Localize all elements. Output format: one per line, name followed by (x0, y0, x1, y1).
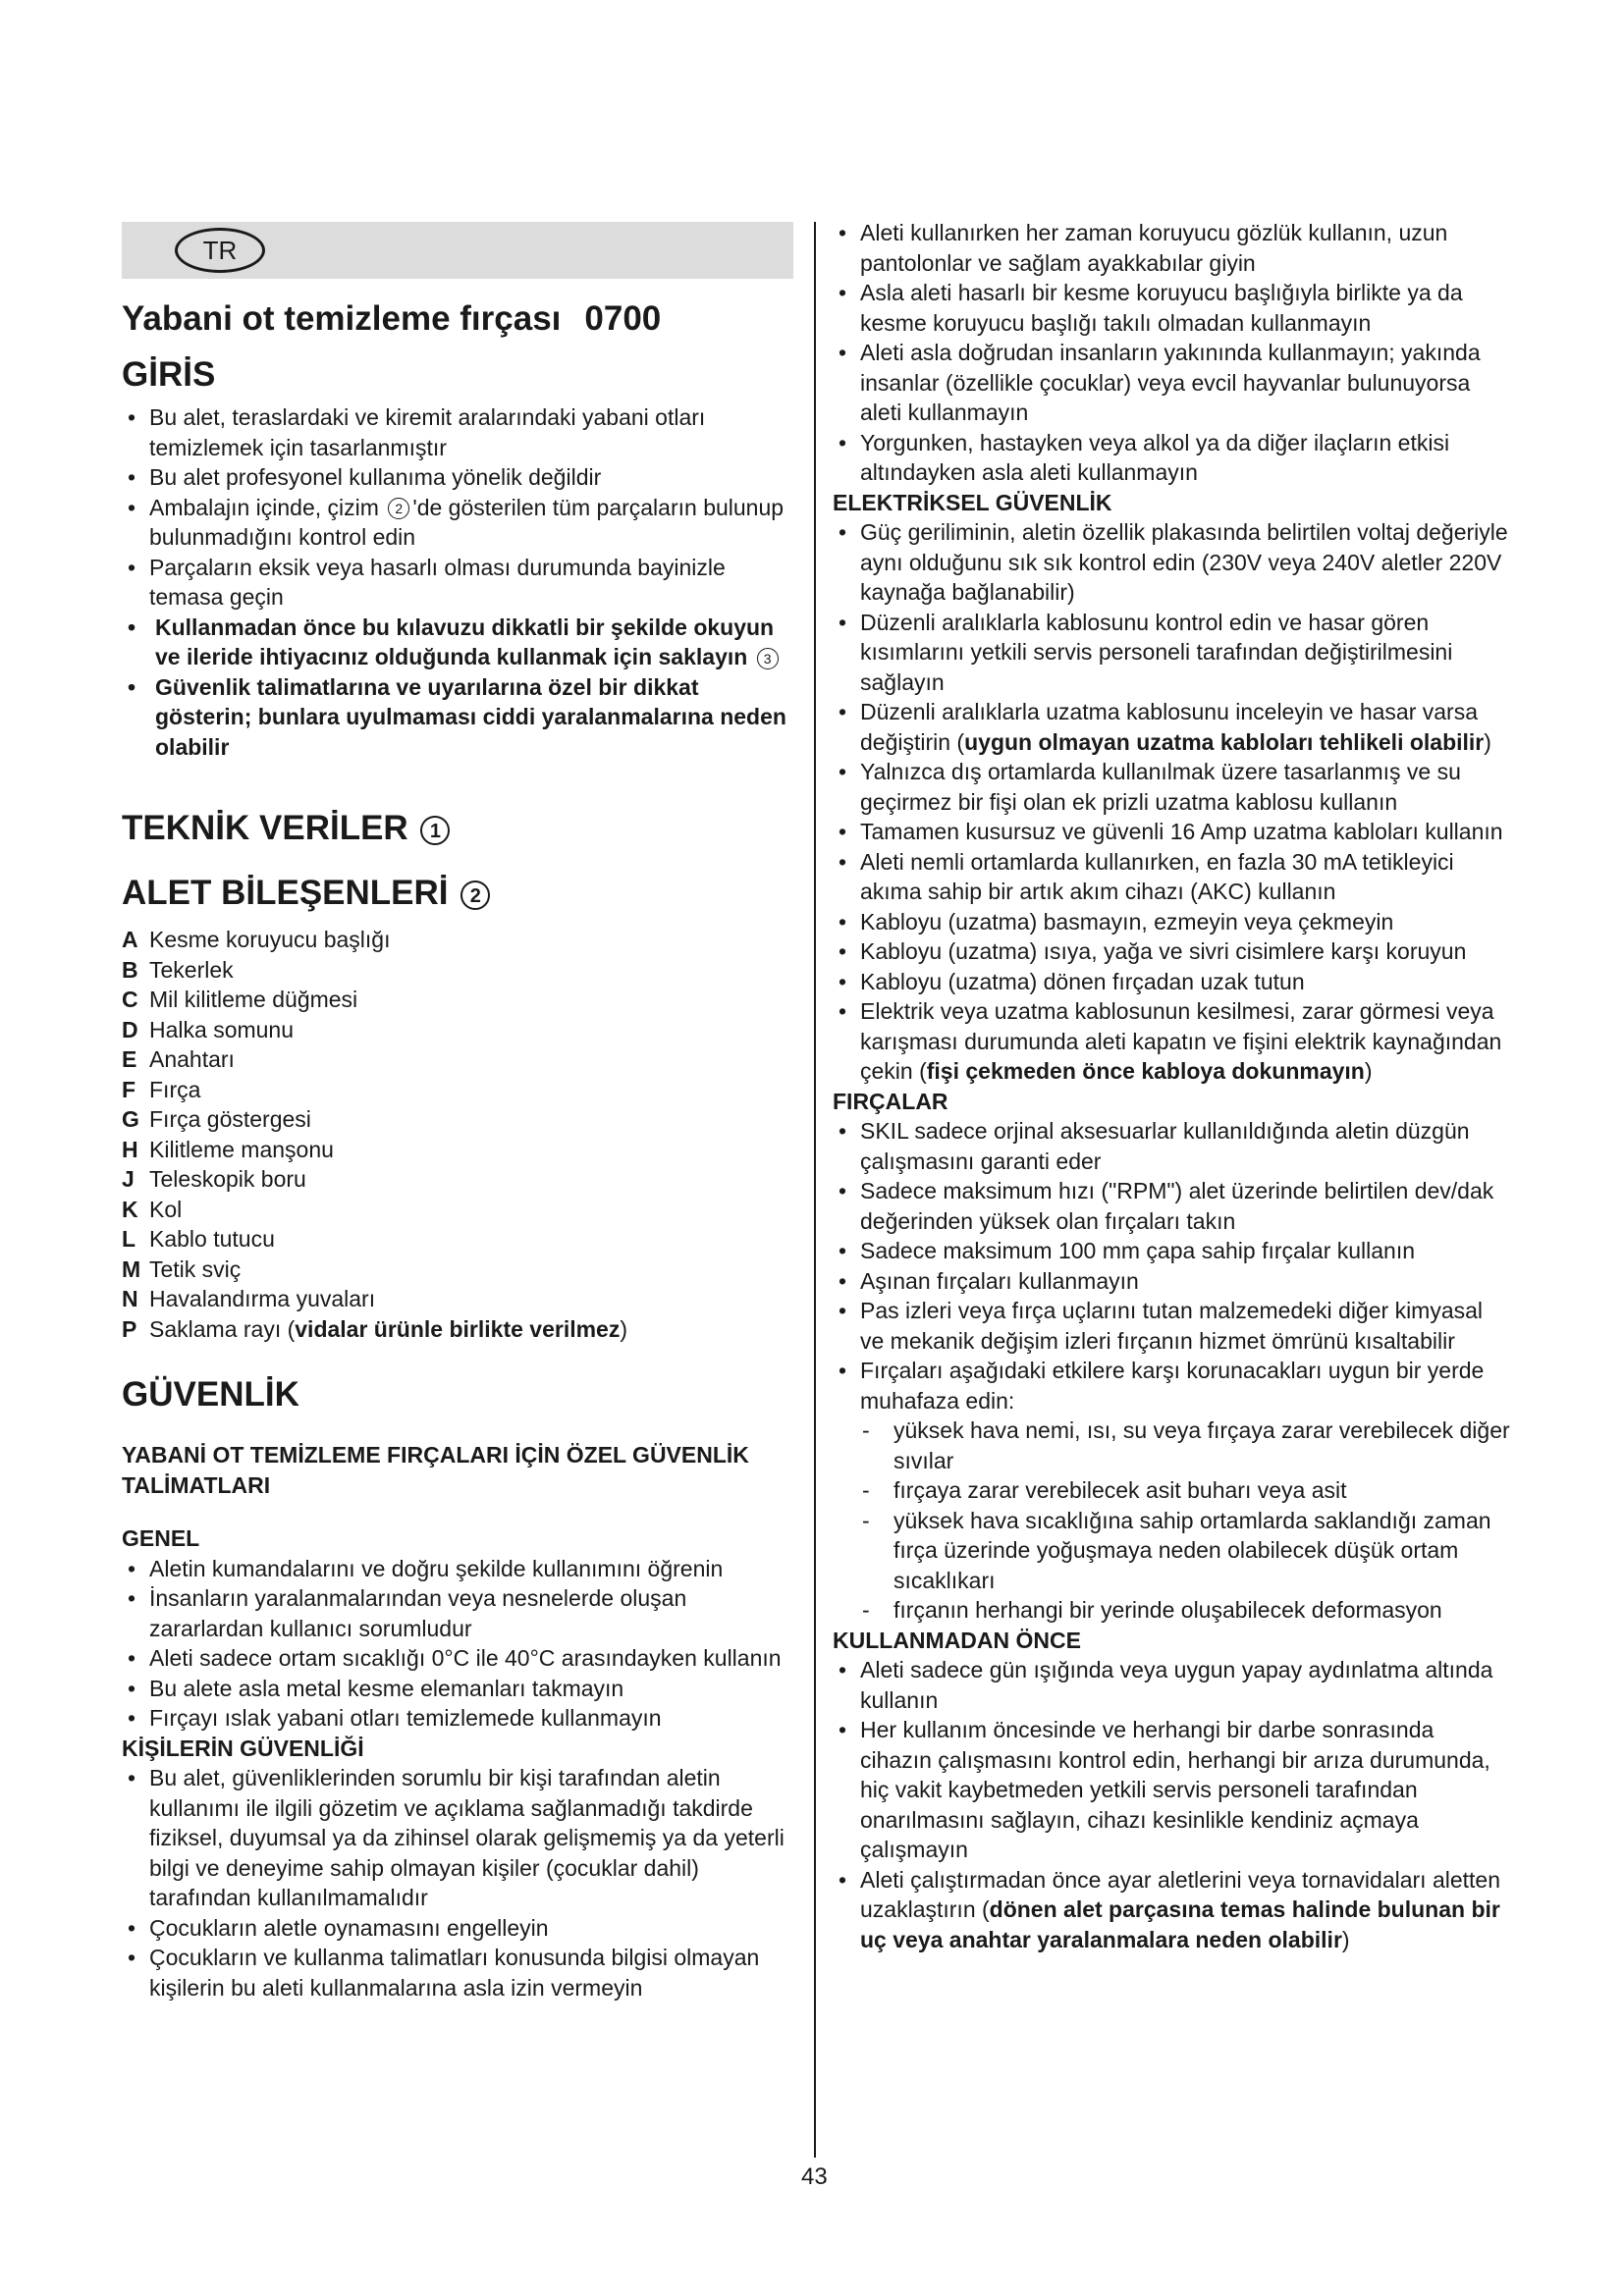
list-item: • Her kullanım öncesinde ve herhangi bir darbe sonrasında cihazın çalışmasını kontrol edin, herhangi bir arıza durumunda, hiç vakit kaybetmeden yetkili servis personeli tarafından onarılmasını sağlayın, cihazı kesinlikle kendiniz açmaya çalışmayın (833, 1715, 1510, 1865)
list-item: • Çocukların aletle oynamasını engelleyin (122, 1913, 799, 1944)
list-item: • Düzenli aralıklarla kablosunu kontrol edin ve hasar gören kısımlarını yetkili servis personeli tarafından değiştirilmesini sağlayın (833, 608, 1510, 698)
figure-ref-2: 2 (460, 881, 490, 910)
list-item: • Kabloyu (uzatma) dönen fırçadan uzak tutun (833, 967, 1510, 997)
list-item: • Aleti nemli ortamlarda kullanırken, en fazla 30 mA tetikleyici akıma sahip bir artık akım cihazı (AKC) kullanın (833, 847, 1510, 907)
tech-data-heading: TEKNİK VERİLER 1 (122, 807, 799, 850)
part-item: G Fırça göstergesi (122, 1106, 311, 1132)
list-item: • Aleti sadece gün ışığında veya uygun yapay aydınlatma altında kullanın (833, 1655, 1510, 1715)
list-item: • SKIL sadece orjinal aksesuarlar kullanıldığında aletin düzgün çalışmasını garanti eder (833, 1116, 1510, 1176)
page-number: 43 (801, 2163, 828, 2190)
list-item: • Bu alete asla metal kesme elemanları takmayın (122, 1674, 799, 1704)
parts-list (122, 925, 799, 1344)
before-use-heading: KULLANMADAN ÖNCE (833, 1627, 1081, 1653)
list-item: • Pas izleri veya fırça uçlarını tutan malzemedeki diğer kimyasal ve mekanik değişim izleri fırçanın hizmet ömrünü kısaltabilir (833, 1296, 1510, 1356)
list-item: • Kabloyu (uzatma) basmayın, ezmeyin veya çekmeyin (833, 907, 1510, 937)
list-item: • Aleti çalıştırmadan önce ayar aletlerini veya tornavidaları aletten uzaklaştırın (dönen alet parçasına temas halinde bulunan bir uç veya anahtar yaralanmalara neden olabilir) (833, 1865, 1510, 1955)
brushes-heading: FIRÇALAR (833, 1088, 948, 1114)
electrical-list (833, 517, 1510, 1087)
list-item: • Aleti sadece ortam sıcaklığı 0°C ile 40°C arasındayken kullanın (122, 1643, 799, 1674)
personal-list-right (833, 218, 1510, 488)
column-divider (814, 222, 816, 2158)
list-item: • Kullanmadan önce bu kılavuzu dikkatli bir şekilde okuyun ve ileride ihtiyacınız olduğunda kullanmak için saklayın 3 (122, 613, 799, 672)
personal-list-left (122, 1763, 799, 2002)
document-title (122, 298, 799, 340)
list-item: • Kabloyu (uzatma) ısıya, yağa ve sivri cisimlere karşı koruyun (833, 936, 1510, 967)
intro-list (122, 402, 799, 762)
part-item: L Kablo tutucu (122, 1226, 275, 1252)
before-use-list (833, 1655, 1510, 1954)
list-item: • Aleti asla doğrudan insanların yakınında kullanmayın; yakında insanlar (özellikle çocuklar) veya evcil hayvanlar bulunuyorsa aleti kullanmayın (833, 338, 1510, 428)
list-item: • Yorgunken, hastayken veya alkol ya da diğer ilaçların etkisi altındayken asla aleti kullanmayın (833, 428, 1510, 488)
language-header-bar (122, 222, 793, 279)
list-item: • Aşınan fırçaları kullanmayın (833, 1266, 1510, 1297)
part-item: B Tekerlek (122, 956, 234, 983)
list-item: • Fırçayı ıslak yabani otları temizlemede kullanmayın (122, 1703, 799, 1734)
part-item: H Kilitleme manşonu (122, 1136, 334, 1162)
list-item: • Parçaların eksik veya hasarlı olması durumunda bayinizle temasa geçin (122, 553, 799, 613)
list-item: • Güvenlik talimatlarına ve uyarılarına özel bir dikkat gösterin; bunlara uyulmaması ciddi yaralanmalarına neden olabilir (122, 672, 799, 763)
general-list (122, 1554, 799, 1734)
part-item: J Teleskopik boru (122, 1166, 306, 1192)
part-item: K Kol (122, 1196, 183, 1222)
figure-ref-3: 3 (757, 648, 779, 669)
list-item: • Bu alet profesyonel kullanıma yönelik değildir (122, 462, 799, 493)
general-heading: GENEL (122, 1525, 200, 1551)
part-item: E Anahtarı (122, 1046, 235, 1072)
list-item: • Asla aleti hasarlı bir kesme koruyucu başlığıyla birlikte ya da kesme koruyucu başlığı takılı olmadan kullanmayın (833, 278, 1510, 338)
safety-heading: GÜVENLİK (122, 1375, 299, 1414)
sub-list-item: - yüksek hava nemi, ısı, su veya fırçaya zarar verebilecek diğer sıvılar (862, 1415, 1510, 1475)
special-safety-heading: YABANİ OT TEMİZLEME FIRÇALARI İÇİN ÖZEL GÜVENLİK TALİMATLARI (122, 1442, 749, 1498)
sub-list-item: - yüksek hava sıcaklığına sahip ortamlarda saklandığı zaman fırça üzerinde yoğuşmaya neden olabilecek düşük ortam sıcaklıkarı (862, 1506, 1510, 1596)
part-item: P Saklama rayı (vidalar ürünle birlikte verilmez) (122, 1315, 628, 1342)
list-item: • Sadece maksimum hızı ("RPM") alet üzerinde belirtilen dev/dak değerinden yüksek olan fırçaları takın (833, 1176, 1510, 1236)
part-item: C Mil kilitleme düğmesi (122, 987, 358, 1012)
right-column (833, 218, 1510, 1954)
list-item: • Elektrik veya uzatma kablosunun kesilmesi, zarar görmesi veya karışması durumunda aleti kapatın ve fişini elektrik kaynağından çekin (fişi çekmeden önce kabloya dokunmayın) (833, 996, 1510, 1087)
list-item: • Bu alet, güvenliklerinden sorumlu bir kişi tarafından aletin kullanımı ile ilgili gözetim ve açıklama sağlanmadığı takdirde fiziksel, duyumsal ya da zihinsel olarak gelişmemiş ya da yeterli bilgi ve deneyime sahip olmayan kişiler (çocuklar dahil) tarafından kullanılmamalıdır (122, 1763, 799, 1913)
list-item: • Aleti kullanırken her zaman koruyucu gözlük kullanın, uzun pantolonlar ve sağlam ayakkabılar giyin (833, 218, 1510, 278)
list-item: • Tamamen kusursuz ve güvenli 16 Amp uzatma kabloları kullanın (833, 817, 1510, 847)
personal-safety-heading: KİŞİLERİN GÜVENLİĞİ (122, 1735, 364, 1761)
list-item: • Düzenli aralıklarla uzatma kablosunu inceleyin ve hasar varsa değiştirin (uygun olmayan uzatma kabloları tehlikeli olabilir) (833, 697, 1510, 757)
left-column (122, 294, 799, 2002)
sub-list-item: - fırçaya zarar verebilecek asit buharı veya asit (862, 1475, 1510, 1506)
list-item: • Aletin kumandalarını ve doğru şekilde kullanımını öğrenin (122, 1554, 799, 1584)
part-item: N Havalandırma yuvaları (122, 1286, 376, 1311)
title-text: Yabani ot temizleme fırçası (122, 299, 562, 338)
part-item: F Fırça (122, 1076, 201, 1102)
list-item: • Bu alet, teraslardaki ve kiremit aralarındaki yabani otları temizlemek için tasarlanmıştır (122, 402, 799, 462)
electrical-safety-heading: ELEKTRİKSEL GÜVENLİK (833, 489, 1112, 515)
part-item: M Tetik sviç (122, 1255, 242, 1282)
list-item: • Yalnızca dış ortamlarda kullanılmak üzere tasarlanmış ve su geçirmez bir fişi olan ek prizli uzatma kablosu kullanın (833, 757, 1510, 817)
model-number: 0700 (584, 299, 662, 338)
list-item: • Sadece maksimum 100 mm çapa sahip fırçalar kullanın (833, 1236, 1510, 1266)
list-item: • Çocukların ve kullanma talimatları konusunda bilgisi olmayan kişilerin bu aleti kullanmalarına asla izin vermeyin (122, 1943, 799, 2002)
figure-ref-2: 2 (388, 498, 409, 519)
list-item: • Güç geriliminin, aletin özellik plakasında belirtilen voltaj değeriyle aynı olduğunu sık sık kontrol edin (230V veya 240V aletler 220V kaynağa bağlanabilir) (833, 517, 1510, 608)
list-item: • Fırçaları aşağıdaki etkilere karşı korunacakları uygun bir yerde muhafaza edin: - yüksek hava nemi, ısı, su veya fırçaya zarar verebilecek diğer sıvılar - fırçaya zarar verebilecek asit buharı veya asit - yüksek hava sıcaklığına sahip ortamlarda saklandığı zaman fırça üzerinde yoğuşmaya neden olabilecek düşük ortam sıcaklıkarı - fırçanın herhangi bir yerinde oluşabilecek deformasyon (833, 1356, 1510, 1626)
list-item: • Ambalajın içinde, çizim 2 'de gösterilen tüm parçaların bulunup bulunmadığını kontrol edin (122, 493, 799, 553)
sub-list-item: - fırçanın herhangi bir yerinde oluşabilecek deformasyon (862, 1595, 1510, 1626)
figure-ref-1: 1 (420, 816, 450, 845)
list-item: • İnsanların yaralanmalarından veya nesnelerde oluşan zararlardan kullanıcı sorumludur (122, 1583, 799, 1643)
brushes-list (833, 1116, 1510, 1626)
storage-conditions-list (833, 1415, 1510, 1626)
components-heading: ALET BİLEŞENLERİ 2 (122, 872, 799, 915)
intro-heading: GİRİS (122, 355, 216, 394)
part-item: A Kesme koruyucu başlığı (122, 927, 391, 952)
part-item: D Halka somunu (122, 1016, 295, 1042)
language-badge: TR (175, 228, 265, 273)
